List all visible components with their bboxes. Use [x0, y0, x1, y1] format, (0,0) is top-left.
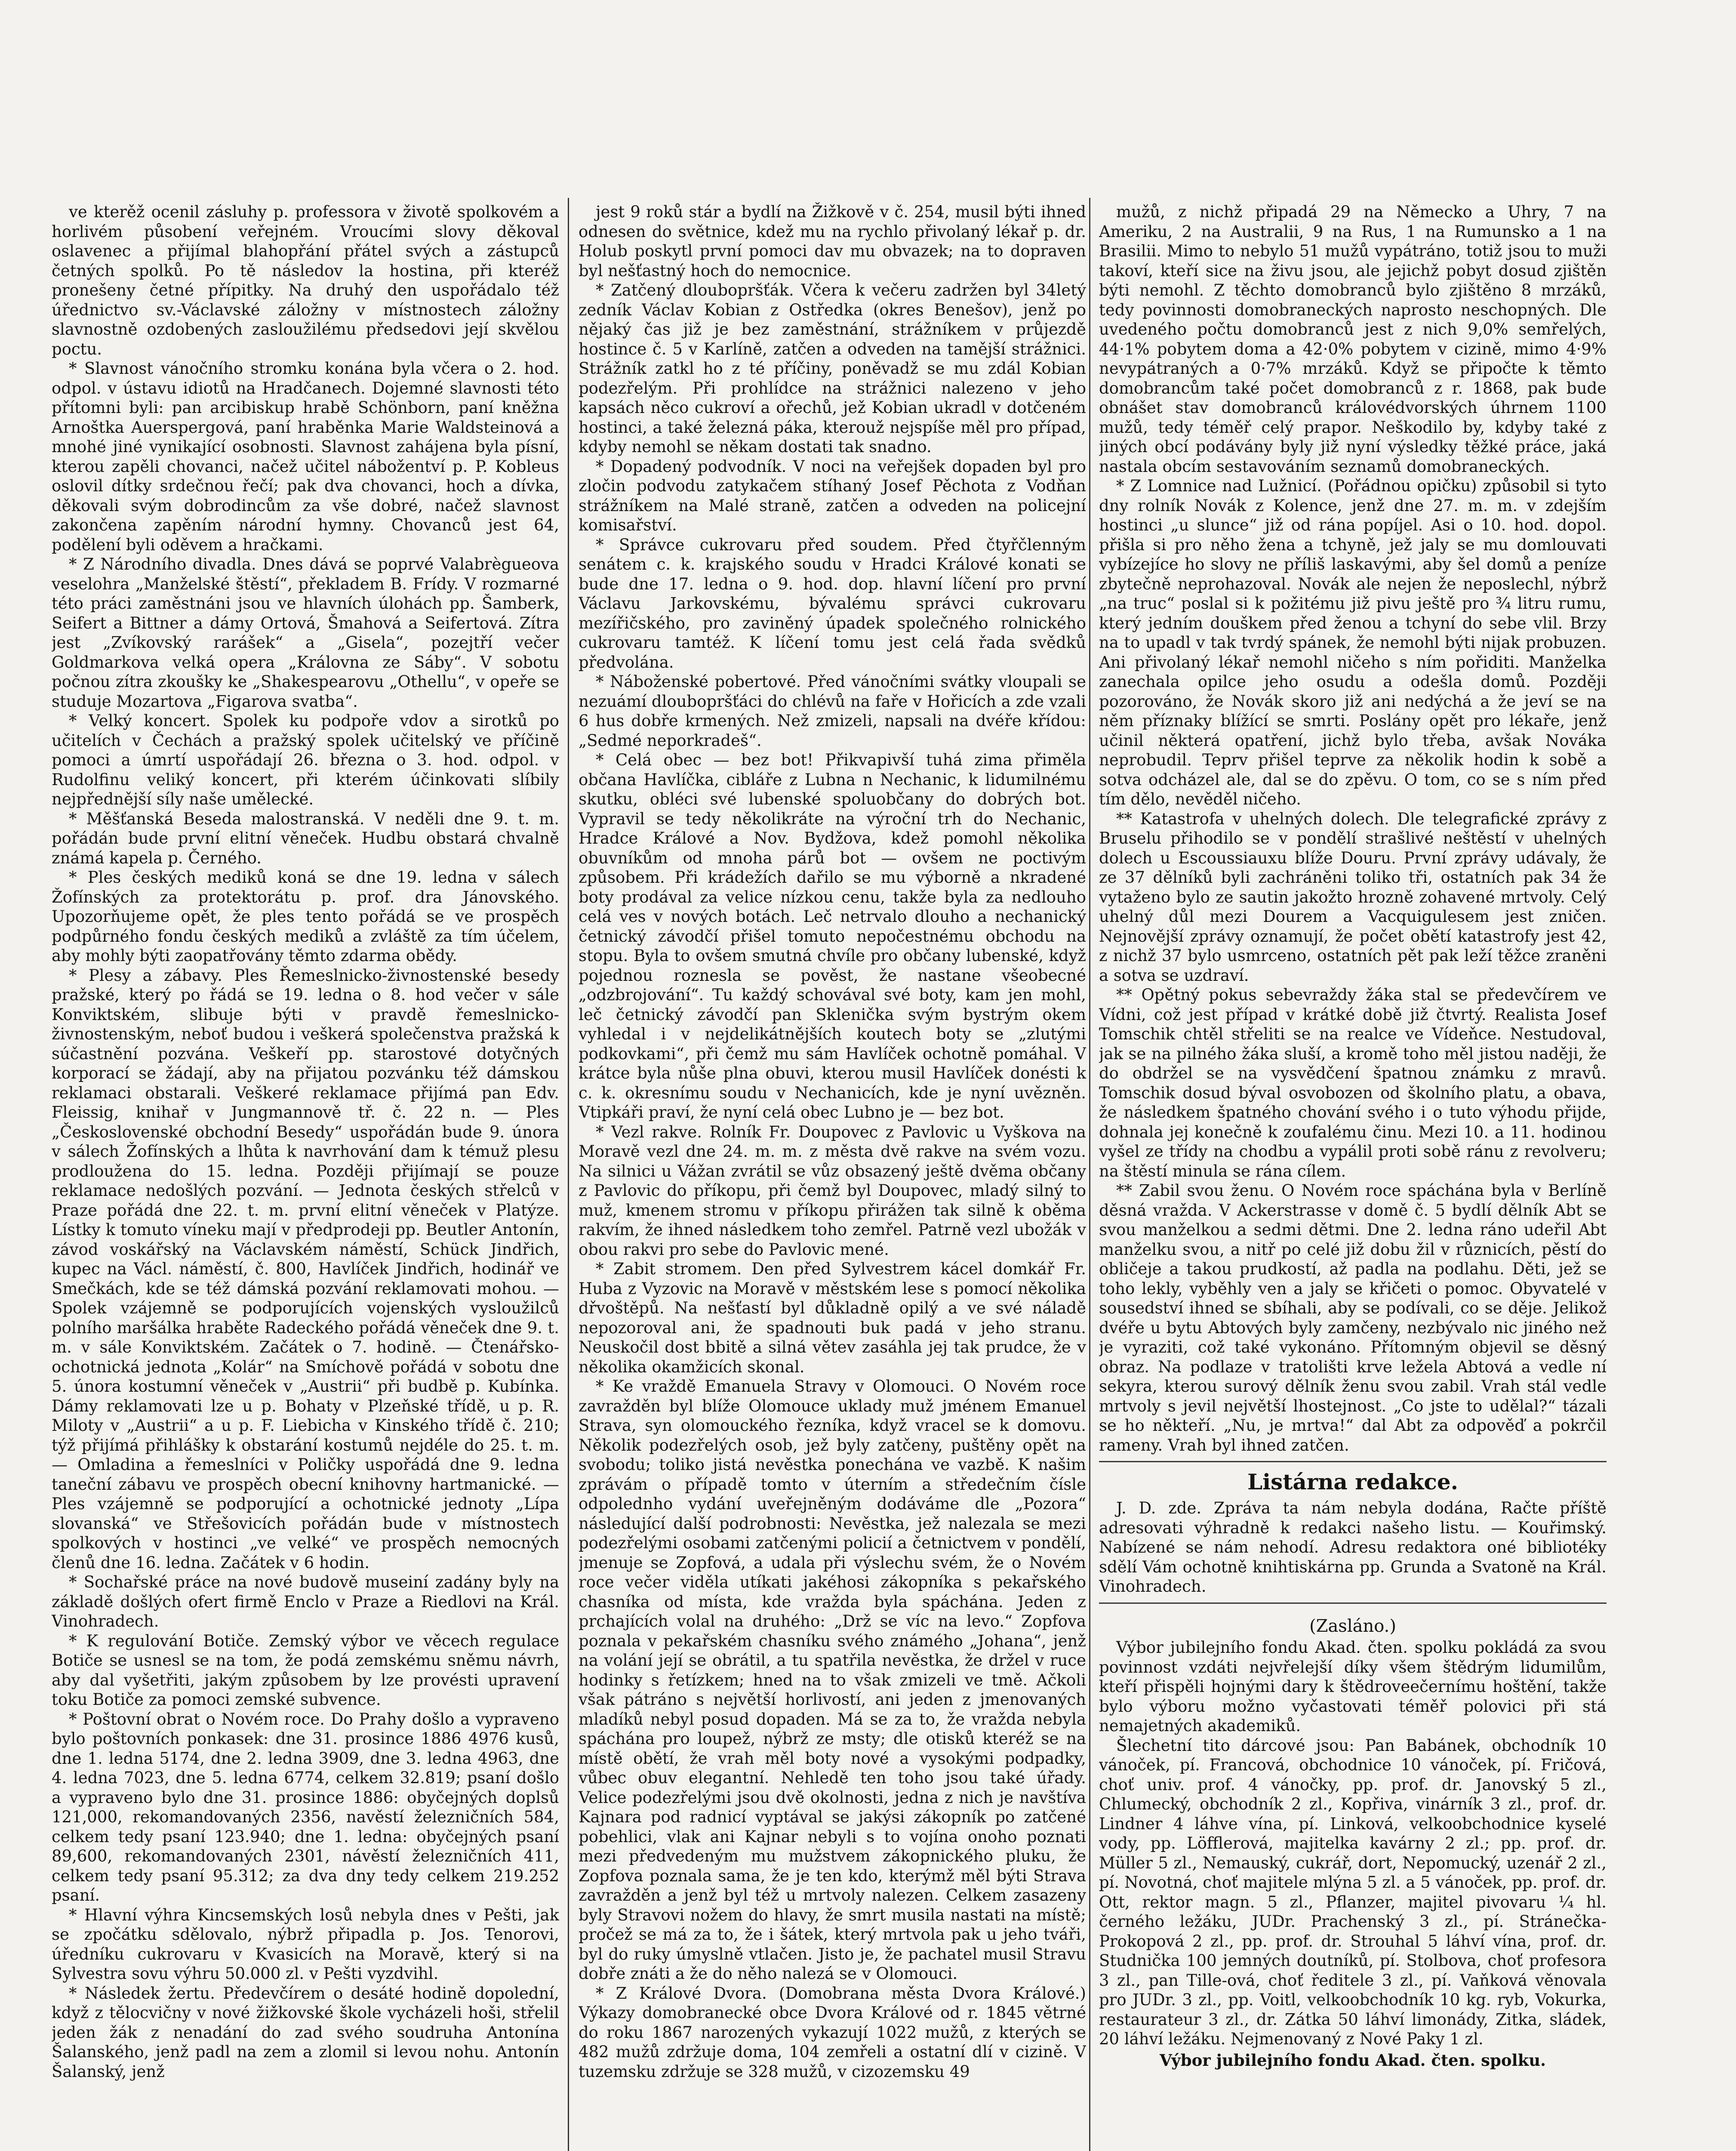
news-paragraph: * Velký koncert. Spolek ku podpoře vdov a sirotků po učitelích v Čechách a pražský spolek učitelský ve příčině pomoci a úmrtí uspořádají 26. března o 3. hod. odpol. v Rudolfinu veliký koncert, při kterém účinkovati slíbily nejpřednější síly naše umělecké.: [52, 712, 559, 808]
zaslano-signature: Výbor jubilejního fondu Akad. čten. spolku.: [1159, 2050, 1546, 2070]
news-paragraph: * Měšťanská Beseda malostranská. V neděli dne 9. t. m. pořádán bude první elitní věneček. Hudbu obstará chvalně známá kapela p. Černého.: [52, 809, 559, 867]
section-title-listarna: Listárna redakce.: [1247, 1469, 1459, 1495]
section-divider: [1099, 1602, 1607, 1604]
news-paragraph: * Z Králové Dvora. (Domobrana města Dvora Králové.) Výkazy domobranecké obce Dvora Králové od r. 1845 větrné do roku 1867 narozených vykazují 1022 mužů, z kterých se 482 mužů zdržuje doma, 104 zemřeli a ostatní dlí v cizině. V tuzemsku zdržuje se 328 mužů, v cizozemsku 49: [579, 1984, 1086, 2081]
news-paragraph: * Vezl rakve. Rolník Fr. Doupovec z Pavlovic u Vyškova na Moravě vezl dne 24. m. m. z města dvě rakve na svém vozu. Na silnici u Vážan zvrátil se vůz obsazený ještě dvěma občany z Pavlovic do příkopu, při čemž byl Doupovec, mladý silný to muž, kmenem stromu v příkopu přirážen tak silně k oběma rakvím, že ihned následkem toho zemřel. Patrně vezl ubožák v obou rakvi pro sebe do Pavlovic mené.: [579, 1122, 1086, 1259]
listarna-text: J. D. zde. Zpráva ta nám nebyla dodána, Račte příště adresovati výhradně k redakci našeho listu. — Kouřimský. Nabízené se nám nehodí. Adresu redaktora oné bibliotéky sdělí Vám ochotně knihtiskárna pp. Grunda a Svatoně na Král. Vinohradech.: [1099, 1499, 1607, 1596]
zaslano-paragraph: Šlechetní tito dárcové jsou: Pan Babánek, obchodník 10 vánoček, pí. Francová, obchodnice 10 vánoček, pí. Fričová, choť univ. prof. 4 vánočky, pp. prof. dr. Janovský 5 zl., Chlumecký, obchodník 2 zl., Kopřiva, vinárník 3 zl., prof. dr. Lindner 4 láhve vína, pí. Linková, velkoobchodnice kyselé vody, pp. Löfflerová, majitelka kavárny 2 zl.; pp. prof. dr. Müller 5 zl., Nemauský, cukrář, dort, Nepomucký, uzenář 2 zl., pí. Novotná, choť majitele mlýna 5 zl. a 5 vánoček, pp. prof. dr. Ott, rektor magn. 5 zl., Pflanzer, majitel pivovaru ¼ hl. černého ležáku, JUDr. Prachenský 3 zl., pí. Stránečka-Prokopová 2 zl., pp. prof. dr. Strouhal 5 láhví vína, prof. dr. Studnička 100 jemných doutníků, pí. Stolbova, choť profesora 3 zl., pan Tille-ová, choť ředitele 3 zl., pí. Vaňková věnovala pro JUDr. 3 zl., pp. Voitl, velkoobchodník 10 kg. ryb, Vokurka, restaurateur 3 zl., dr. Zátka 50 láhví limonády, Zitka, sládek, 20 láhví ležáku. Nejmenovaný z Nové Paky 1 zl.: [1099, 1736, 1607, 2048]
news-paragraph: ve kterěž ocenil zásluhy p. professora v životě spolkovém a horlivém působení veřejném. Vroucími slovy děkoval oslavenec a přijímal blahopřání přátel svých a zástupců četných spolků. Po tě následov la hostina, při kteréž pronešeny četné přípitky. Na druhý den uspořádalo též úřednictvo sv.-Václavské záložny v místnostech záložny slavnostně ozdobených zasloužilému předsedovi její skvělou poctu.: [52, 203, 559, 358]
section-title-zaslano: (Zasláno.): [1309, 1616, 1396, 1636]
news-paragraph: * Hlavní výhra Kincsemských losů nebyla dnes v Pešti, jak se zpočátku sdělovalo, nýbrž připadla p. Jos. Tenorovi, úředníku cukrovaru v Kvasicích na Moravě, který si na Sylvestra sovu výhru 50.000 zl. v Pešti vyzdvihl.: [52, 1905, 559, 1983]
news-paragraph: * Následek žertu. Předevčírem o desáté hodině dopolední, když z tělocvičny v nové žižkovské škole vycházeli hoši, střelil jeden žák z nenadání do zad svého soudruha Antonína Šalanského, jenž padl na zem a zlomil si levou nohu. Antonín Šalanský, jenž: [52, 1984, 559, 2081]
news-items: [1099, 202, 1607, 1455]
news-paragraph: ** Katastrofa v uhelných dolech. Dle telegrafické zprávy z Bruselu přihodilo se v pondělí strašlivé neštěstí v uhelných dolech u Escoussiauxu blíže Douru. První zprávy udávaly, že ze 37 dělníků byli zachráněni toliko tři, ostatních pak 34 že vytaženo bylo ze sautin jakožto hrozně zohavené mrtvoly. Celý uhelný důl mezi Dourem a Vacquigulesem jest zničen. Nejnovější zprávy oznamují, že počet obětí katastrofy jest 42, z nichž 37 bylo usmrceno, ostatních pět pak leží těžce zraněni a sotva se uzdraví.: [1099, 809, 1607, 985]
zaslano-paragraph: Výbor jubilejního fondu Akad. čten. spolku pokládá za svou povinnost vzdáti nejvřelejší díky všem štědrým lidumilům, kteří přispěli hojnými dary k štědroveečernímu hoštění, takže bylo výboru možno vyčastovati téměř polovici při stá nemajetných akademiků.: [1099, 1638, 1607, 1735]
news-paragraph: * K regulování Botiče. Zemský výbor ve věcech regulace Botiče se usnesl se na tom, že podá zemskému sněmu návrh, aby dal vyšetřiti, jakým způsobem by lze provésti upravení toku Botiče za pomoci zemské subvence.: [52, 1631, 559, 1709]
news-paragraph: * Náboženské pobertové. Před vánočními svátky vloupali se nezuámí dloubopršťáci do chlévů na faře v Hořicích a zde vzali 6 hus dobře krmených. Než zmizeli, napsali na dvéře křídou: „Sedmé neporkradeš“.: [579, 672, 1086, 750]
news-paragraph: ** Opětný pokus sebevraždy žáka stal se předevčírem ve Vídni, což jest případ v krátké době již čtvrtý. Realista Josef Tomschik chtěl střeliti se na realce ve Vídeňce. Nestudoval, jak se na pilného žáka sluší, a kromě toho měl jistou naději, že do obdržel se na vysvědčení špatnou známku z mravů. Tomschik dosud býval osvobozen od školního platu, a obava, že následkem špatného chování svého i o tuto výhodu přijde, dohnala jej konečně k zoufalému činu. Mezi 10. a 11. hodinou vyšel ze třídy na chodbu a vypálil proti sobě ránu z revolveru; na štěstí minula se rána cílem.: [1099, 986, 1607, 1180]
column-divider: [568, 198, 569, 2151]
news-paragraph: * Plesy a zábavy. Ples Řemeslnicko-živnostenské besedy pražské, který po řádá se 19. ledna o 8. hod večer v sále Konviktském, slibuje býti v pravdě řemeslnicko-živnostenským, neboť budou i veškerá společenstva pražská k súčastnění pozvána. Veškeří pp. starostové dotyčných korporací se žádají, aby na přijatou pozvánku též dámskou reklamaci obstarali. Veškeré reklamace přijímá pan Edv. Fleissig, knihař v Jungmannově tř. č. 22 n. — Ples „Československé obchodní Besedy“ uspořádán bude 9. února v sálech Žofínských a lhůta k navrhování dam k témuž plesu prodloužena do 15. ledna. Později přijímají se pouze reklamace nedošlých pozvání. — Jednota českých střelců v Praze pořádá dne 22. t. m. první elitní věneček v Platýze. Lístky k tomuto víneku mají v předprodeji pp. Beutler Antonín, závod voskářský na Václavském náměstí, Schück Jindřich, kupec na Václ. náměstí, č. 800, Havlíček Jindřich, hodinář ve Smečkách, kde se též dámská pozvání reklamovati mohou. — Spolek vzájemně se podporujících vojenských vysloužilců polního maršálka hraběte Radeckého pořádá věneček dne 9. t. m. v sále Konviktském. Začátek o 7. hodině. — Čtenářsko-ochotnická jednota „Kolár“ na Smíchově pořádá v sobotu dne 5. února kostumní věneček v „Austrii“ při budbě p. Kubínka. Dámy reklamovati lze u p. Bohaty v Plzeňské třídě, u p. R. Miloty v „Austrii“ a u p. F. Liebicha v Kinského třídě č. 210; týž přijímá přihlášky k obstarání kostumů nejdéle do 25. t. m. — Omladina a řemeslníci v Poličky uspořádá dne 9. ledna taneční zábavu ve prospěch obecní knihovny hartmanické. — Ples vzájemně se podporující a ochotnické jednoty „Lípa slovanská“ ve Střešovicích pořádán bude v místnostech spolkových v hostinci „ve velké“ ve prospěch nemocných členů dne 16. ledna. Začátek v 6 hodin.: [52, 966, 559, 1572]
news-paragraph: * Dopadený podvodník. V noci na veřejšek dopaden byl pro zločin podvodu zatykačem stíhaný Josef Pěchota z Vodňan strážníkem na Malé straně, zatčen a odveden na policejní komisařství.: [579, 457, 1086, 534]
news-paragraph: * Ples českých mediků koná se dne 19. ledna v sálech Žofínských za protektorátu p. prof. dra Jánovského. Upozorňujeme opět, že ples tento pořádá se ve prospěch podpůrného fondu českých mediků a zvláště za tím účelem, aby mohly býti zaopatřovány těmto zdarma obědy.: [52, 868, 559, 965]
news-paragraph: * Ke vraždě Emanuela Stravy v Olomouci. O Novém roce zavražděn byl blíže Olomouce uklady muž jménem Emanuel Strava, syn olomouckého řezníka, když vracel se k domovu. Několik podezřelých osob, jež byly zatčeny, puštěny opět na svobodu; toliko jistá nevěstka ponechána ve vazbě. K našim zprávám o případě tomto v úterním a středečním čísle odpolednho vydání uveřejněným dodáváme dle „Pozora“ následující další podrobnosti: Nevěstka, jež nalezala se mezi podezřelými osobami zatčenými policií a četnictvem v pondělí, jmenuje se Zopfová, a udala při výslechu svém, že o Novém roce večer viděla utíkati jakéhosi zákopníka s pekařského chasníka od místa, kde vražda byla spáchána. Jeden z prchajících volal na druhého: „Drž se víc na levo.“ Zopfova poznala v pekařském chasníku svého známého „Johana“, jenž na volání její se obrátil, a tu spatřila nevěstka, že držel v ruce hodinky s řetízkem; hned na to však zmizeli ve tmě. Ačkoli však pátráno s největší horlivostí, ani jeden z jmenovaných mladíků nebyl posud dopaden. Má se za to, že vražda nebyla spáchána pro loupež, nýbrž ze msty; dle otisků kteréž se na místě obětí, že vrah měl boty nové a vysokými podpadky, vůbec obuv elegantní. Nehledě ten toho jsou také úřady. Velice podezřelými jsou dvě okolnosti, jedna z nich je navštíva Kajnara pod radnicí vyptával se jakýsi zákopník po zatčené pobehlici, vlak ani Kajnar nebyli s to vojína onoho poznati mezi předvedeným mu mužstvem zákopnického pluku, že Zopfova poznala sama, že je ten kdo, kterýmž měl býti Strava zavražděn a jenž byl též u mrtvoly nalezen. Celkem zasazeny byly Stravovi nožem do hlavy, že smrt musila nastati na místě; pročež se má za to, že i šátek, který mrtvola pak u jeho tváři, byl do ruky úmyslně vtlačen. Jisto je, že pachatel musil Stravu dobře znáti a že do něho nalezá se v Olomouci.: [579, 1377, 1086, 1983]
news-paragraph: ** Zabil svou ženu. O Novém roce spáchána byla v Berlíně děsná vražda. V Ackerstrasse v domě č. 5 bydlí dělník Abt se svou manželkou a sedmi dětmi. Dne 2. ledna ráno udeřil Abt manželku svou, a nitř po celé již dobu žil v různicích, pěstí do obličeje a takou prudkostí, až padla na podlahu. Děti, jež se toho lekly, vyběhly ven a jaly se křičeti o pomoc. Obyvatelé v sousedství ihned se sbíhali, aby se podívali, co se děje. Jelikož dvéře u bytu Abtových byly zamčeny, nezbývalo nic jiného než je vyraziti, což také vykonáno. Přítomným objevil se děsný obraz. Na podlaze v tratolišti krve ležela Abtová a vedle ní sekyra, kterou surový dělník ženu svou zabil. Vrah stál vedle mrtvoly s jevil největší lhostejnost. „Co jste to udělal?“ tázali se ho někteří. „Nu, je mrtva!“ dal Abt za odpověď a pokrčil rameny. Vrah byl ihned zatčen.: [1099, 1181, 1607, 1455]
column-divider: [1089, 198, 1090, 2151]
news-paragraph: * Správce cukrovaru před soudem. Před čtyřčlenným senátem c. k. krajského soudu v Hradci Králové konati se bude dne 17. ledna o 9. hod. dop. hlavní líčení pro první Václavu Jarkovskému, bývalému správci cukrovaru mezířičského, pro zaviněný úpadek společného rolnického cukrovaru tamtéž. K líčení tomu jest celá řada svědků předvolána.: [579, 535, 1086, 672]
news-paragraph: * Slavnost vánočního stromku konána byla včera o 2. hod. odpol. v ústavu idiotů na Hradčanech. Dojemné slavnosti této přítomni byli: pan arcibiskup hrabě Schönborn, paní kněžna Arnoštka Auerspergová, paní hraběnka Marie Waldsteinová a mnohé jiné vynikající osobnosti. Slavnost zahájena byla písní, kterou zapěli chovanci, načež učitel nábožentví p. P. Kobleus oslovil dítky srdečnou řečí; pak dva chovanci, hoch a dívka, děkovali svým dobrodincům za vše dobré, načež slavnost zakončena zapěním národní hymny. Chovanců jest 64, podělení byli oděvem a hračkami.: [52, 359, 559, 554]
news-paragraph: * Sochařské práce na nové budově museiní zadány byly na základě došlých ofert firmě Enclo v Praze a Riedlovi na Král. Vinohradech.: [52, 1573, 559, 1630]
news-paragraph: * Zabit stromem. Den před Sylvestrem kácel domkář Fr. Huba z Vyzovic na Moravě v městském lese s pomocí několika dřvoštěpů. Na nešťastí byl důkladně opilý a ve své náladě nepozoroval ani, že spadnouti buk padá v jeho stranu. Neuskočil dost bbitě a silná větev zasáhla jej tak prudce, že v několika okamžicích skonal.: [579, 1260, 1086, 1376]
news-paragraph: * Zatčený dloubopršťák. Včera k večeru zadržen byl 34letý zedník Václav Kobian z Ostředka (okres Benešov), jenž po nějaký čas již je bez zaměstnání, strážníkem v průjezdě hostince č. 5 v Karlíně, zatčen a odveden na tamější strážnici. Strážník zatkl ho z té příčiny, poněvadž se mu zdál Kobian podezřelým. Při prohlídce na strážnici nalezeno v jeho kapsách něco cukroví a ořechů, jež Kobian ukradl v dotčeném hostinci, a také železná páka, kterouž nejspíše měl pro případ, kdyby nemohl se někam dostati tak snadno.: [579, 281, 1086, 456]
section-divider: [1099, 1461, 1607, 1462]
news-paragraph: * Celá obec — bez bot! Přikvapivší tuhá zima přiměla občana Havlíčka, cibláře z Lubna n Nechanic, k lidumilnému skutku, obléci své lubenské spoluobčany do dobrých bot. Vypravil se tedy několikráte na výroční trh do Nechanic, Hradce Králové a Nov. Bydžova, kdež pomohl několika obuvníkům od mnoha párů bot — ovšem ne poctivým způsobem. Při krádežích dařilo se mu výborně a nkradené boty prodával za velice nízkou cenu, takže byla za nedlouho celá ves v nových botách. Leč netrvalo dlouho a nechanický četnický závodčí přišel tomuto nepočestnému obchodu na stopu. Byla to ovšem smutná chvíle pro občany lubenské, když pojednou roznesla se pověst, že nastane všeobecné „odzbrojování“. Tu každý schovával své boty, kam jen mohl, leč četnický závodčí pan Sklenička svým bystrým okem vyhledal i v nejdelikátnějších koutech boty se „zlutými podkovkami“, při čemž mu sám Havlíček ochotně pomáhal. V krátce byla nůše plna obuvi, kterou musil Havlíček donésti k c. k. okresnímu soudu v Nechanicích, kde je nyní uvězněn. Vtipkáři praví, že nyní celá obec Lubno je — bez bot.: [579, 751, 1086, 1122]
news-paragraph: mužů, z nichž připadá 29 na Německo a Uhry, 7 na Ameriku, 2 na Australii, 9 na Rus, 1 na Rumunsko a 1 na Brasilii. Mimo to nebylo 51 mužů vypátráno, totiž jsou to muži takoví, kteří sice na živu jsou, ale jejichž pobyt dosud zjištěn býti nemohl. Z těchto domobranců bylo zjištěno 8 mrzáků, tedy povinnosti domobraneckých naprosto neschopných. Dle uvedeného počtu domobranců jest z nich 9,0% semřelých, 44·1% pobytem doma a 42·0% pobytem v cizině, mimo 4·9% nevypátraných a 0·7% mrzáků. Když se připočte k těmto domobrancům také počet domobranců z r. 1868, pak bude obnášet stav domobranců královédvorských úhrnem 1100 mužů, tedy téměř celý prapor. Neškodilo by, kdyby také z jiných obcí podávány byly již nyní výsledky těžké práce, jaká nastala obcím sestavováním seznamů domobraneckých.: [1099, 203, 1607, 476]
news-paragraph: * Z Lomnice nad Lužnicí. (Pořádnou opičku) způsobil si tyto dny rolník Novák z Kolence, jenž dne 27. m. m. v zdejším hostinci „u slunce“ již od rána popíjel. Asi o 10. hod. dopol. přišla si pro něho žena a tchyně, jež jaly se mu domlouvati vybízejíce ho slovy ne příliš laskavými, aby šel domů a peníze zbytečně neprohazoval. Novák ale nejen že neposlechl, nýbrž „na truc“ poslal si k požitému již pivu ještě pro ¾ litru rumu, který jedním douškem před ženou a tchyní do sebe vlil. Brzy na to upadl v tak tvrdý spánek, že nemohl býti nijak probuzen. Ani přivolaný lékař nemohl ničeho s ním pořiditi. Manželka zanechala opilce jeho osudu a odešla domů. Později pozorováno, že Novák skoro již ani nedýchá a že jeví se na něm příznaky blížící se smrti. Poslány opět pro lékaře, jenž učinil některá opatření, jichž bylo třeba, avšak Nováka neprobudil. Teprv přišel teprve za několik hodin k sobě a sotva odcházel ale, dal se do zpěvu. O tom, co se s ním před tím dělo, nevěděl ničeho.: [1099, 477, 1607, 808]
column-right: [1099, 202, 1607, 2151]
news-paragraph: jest 9 roků stár a bydlí na Žižkově v č. 254, musil býti ihned odnesen do světnice, kdež mu na rychlo přivolaný lékař p. dr. Holub poskytl první pomoci dav mu obvazek; na to dopraven byl nešťastný hoch do nemocnice.: [579, 203, 1086, 280]
news-paragraph: * Poštovní obrat o Novém roce. Do Prahy došlo a vypraveno bylo poštovních ponkasek: dne 31. prosince 1886 4976 kusů, dne 1. ledna 5174, dne 2. ledna 3909, dne 3. ledna 4963, dne 4. ledna 7023, dne 5. ledna 6774, celkem 32.819; psaní došlo a vypraveno bylo dne 31. prosince 1886: obyčejných doplsů 121,000, rekomandovaných 2356, navěstí železničních 584, celkem tedy psaní 123.940; dne 1. ledna: obyčejných psaní 89,600, rekomandovaných 2301, návěstí železničních 411, celkem tedy psaní 95.312; za dva dny tedy celkem 219.252 psaní.: [52, 1710, 559, 1904]
news-paragraph: * Z Národního divadla. Dnes dává se poprvé Valabrègueova veselohra „Manželské štěstí“, překladem B. Frídy. V rozmarné této práci zaměstnáni jsou ve hlavních úlohách pp. Šamberk, Seifert a Bittner a dámy Ortová, Šmahová a Seifertová. Zítra jest „Zvíkovský rarášek“ a „Gisela“, pozejtří večer Goldmarkova velká opera „Královna ze Sáby“. V sobotu počnou zítra zkoušky ke „Shakespearovu „Othellu“, v opeře se studuje Mozartova „Figarova svatba“.: [52, 555, 559, 711]
column-middle: [579, 202, 1086, 2151]
column-left: [52, 202, 559, 2151]
